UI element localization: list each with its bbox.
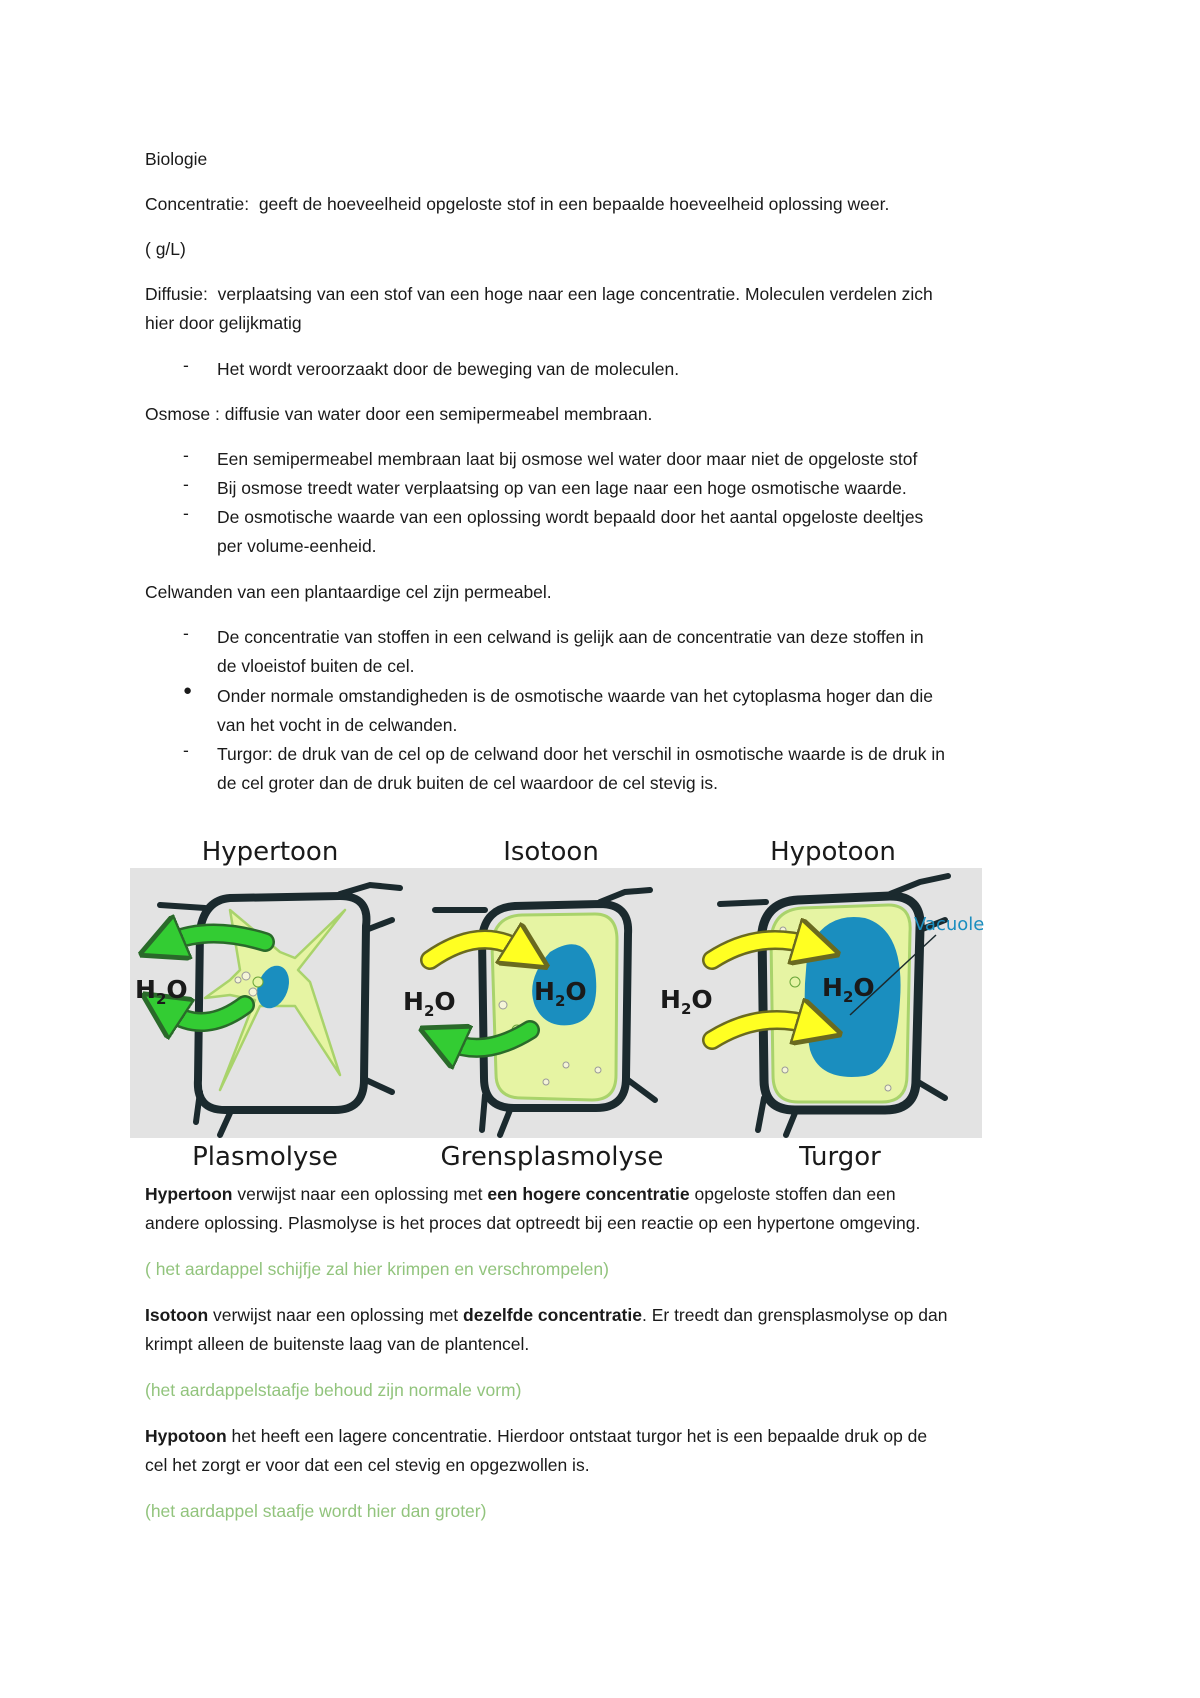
list-item: Een semipermeabel membraan laat bij osmose wel water door maar niet de opgeloste stof: [217, 449, 918, 469]
text: opgeloste stoffen dan een: [689, 1184, 896, 1204]
organelle: [499, 1001, 507, 1009]
term: Hypertoon: [145, 1184, 233, 1204]
term: Diffusie:: [145, 284, 208, 304]
hypotoon-note: (het aardappel staafje wordt hier dan groter): [145, 1501, 487, 1521]
text: het heeft een lagere concentratie. Hierdoor ontstaat turgor het is een bepaalde druk op de: [226, 1426, 928, 1446]
h2o-h: H: [822, 973, 843, 1002]
vacuole-label: Vacuole: [914, 914, 985, 935]
hypotoon-paragraph-line2: cel het zorgt er voor dat een cel stevig en opgezwollen is.: [145, 1455, 590, 1475]
figure-label-turgor: Turgor: [799, 1142, 881, 1172]
h2o-subscript: 2: [155, 990, 167, 1008]
definition-text: verplaatsing van een stof van een hoge naar een lage concentratie. Moleculen verdelen zich: [217, 284, 933, 304]
organelle: [235, 977, 241, 983]
definition-text: geeft de hoeveelheid opgeloste stof in een bepaalde hoeveelheid oplossing weer.: [258, 194, 890, 214]
list-item: De osmotische waarde van een oplossing wordt bepaald door het aantal opgeloste deeltjes: [217, 507, 924, 527]
h2o-h: H: [534, 977, 555, 1006]
organelle: [782, 1067, 788, 1073]
organelle: [563, 1062, 569, 1068]
dash-bullet: -: [183, 740, 189, 760]
concentratie-definition: [145, 190, 1075, 219]
emphasis: een hogere concentratie: [487, 1184, 690, 1204]
dash-bullet: -: [183, 445, 189, 465]
text: verwijst naar een oplossing met: [208, 1305, 464, 1325]
list-item-continuation: per volume-eenheid.: [217, 536, 377, 556]
list-item: Het wordt veroorzaakt door de beweging van de moleculen.: [217, 359, 680, 379]
hypotoon-paragraph: [145, 1422, 1075, 1451]
organelle: [253, 977, 263, 987]
round-bullet: ●: [183, 682, 193, 699]
dash-bullet: -: [183, 503, 189, 523]
h2o-o: O: [691, 985, 713, 1014]
h2o-o: O: [434, 987, 456, 1016]
organelle: [543, 1079, 549, 1085]
list-item: Turgor: de druk van de cel op de celwand door het verschil in osmotische waarde is de druk in: [217, 744, 945, 764]
isotoon-paragraph-line2: krimpt alleen de buitenste laag van de plantencel.: [145, 1334, 530, 1354]
text: verwijst naar een oplossing met: [232, 1184, 488, 1204]
emphasis: dezelfde concentratie: [463, 1305, 642, 1325]
h2o-o: O: [565, 977, 587, 1006]
organelle: [595, 1067, 601, 1073]
figure-label-hypotoon: Hypotoon: [770, 837, 896, 867]
osmosis-figure: [130, 830, 1070, 1175]
list-item: De concentratie van stoffen in een celwand is gelijk aan de concentratie van deze stoffen in: [217, 627, 924, 647]
text: . Er treedt dan grensplasmolyse op dan: [641, 1305, 948, 1325]
concentratie-unit: ( g/L): [145, 239, 186, 259]
term: Concentratie:: [145, 194, 250, 214]
hypertoon-paragraph-line2: andere oplossing. Plasmolyse is het proces dat optreedt bij een reactie op een hypertone omgeving.: [145, 1213, 921, 1233]
hypertoon-note: ( het aardappel schijfje zal hier krimpen en verschrompelen): [145, 1259, 609, 1279]
figure-label-hypertoon: Hypertoon: [201, 837, 339, 867]
diffusie-definition-line2: hier door gelijkmatig: [145, 313, 302, 333]
list-item-continuation: de vloeistof buiten de cel.: [217, 656, 415, 676]
figure-label-grensplasmolyse: Grensplasmolyse: [440, 1142, 664, 1172]
h2o-subscript: 2: [680, 1000, 692, 1018]
h2o-o: O: [853, 973, 875, 1002]
list-item-continuation: de cel groter dan de druk buiten de cel waardoor de cel stevig is.: [217, 773, 718, 793]
term: Hypotoon: [145, 1426, 227, 1446]
h2o-h: H: [135, 975, 156, 1004]
hypertoon-paragraph: [145, 1180, 1075, 1209]
isotoon-paragraph: [145, 1301, 1075, 1330]
list-item: Bij osmose treedt water verplaatsing op van een lage naar een hoge osmotische waarde.: [217, 478, 907, 498]
document-title: Biologie: [145, 149, 208, 169]
organelle: [885, 1085, 891, 1091]
list-item: Onder normale omstandigheden is de osmotische waarde van het cytoplasma hoger dan die: [217, 686, 933, 706]
water-arrow-out: [170, 934, 265, 943]
h2o-subscript: 2: [554, 992, 566, 1010]
h2o-o: O: [166, 975, 188, 1004]
osmose-heading: Osmose : diffusie van water door een semipermeabel membraan.: [145, 404, 653, 424]
dash-bullet: -: [183, 474, 189, 494]
isotoon-note: (het aardappelstaafje behoud zijn normale vorm): [145, 1380, 522, 1400]
h2o-subscript: 2: [842, 988, 854, 1006]
term: Isotoon: [145, 1305, 209, 1325]
dash-bullet: -: [183, 623, 189, 643]
list-item-continuation: van het vocht in de celwanden.: [217, 715, 458, 735]
organelle: [242, 972, 250, 980]
diffusie-definition: [145, 280, 1075, 309]
figure-label-plasmolyse: Plasmolyse: [192, 1142, 338, 1172]
figure-label-isotoon: Isotoon: [503, 837, 599, 867]
celwanden-heading: Celwanden van een plantaardige cel zijn permeabel.: [145, 582, 552, 602]
h2o-h: H: [403, 987, 424, 1016]
dash-bullet: -: [183, 355, 189, 375]
organelle: [790, 977, 800, 987]
h2o-h: H: [660, 985, 681, 1014]
h2o-subscript: 2: [423, 1002, 435, 1020]
organelle: [249, 988, 257, 996]
